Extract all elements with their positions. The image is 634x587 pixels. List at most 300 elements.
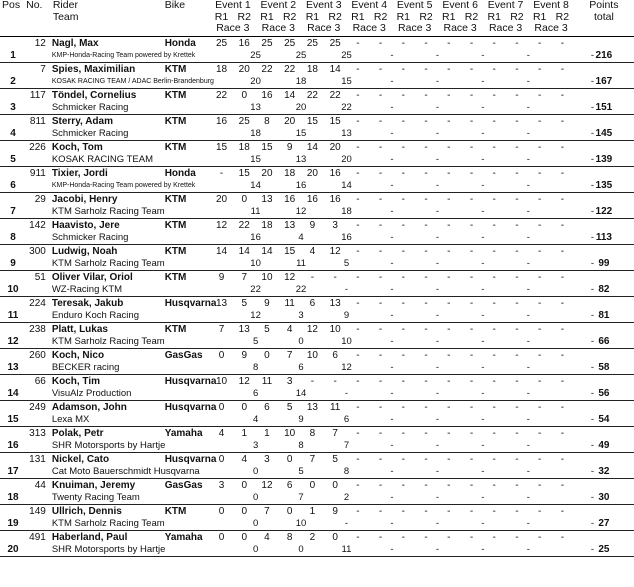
- points-total-cell: 25: [598, 544, 610, 555]
- table-row-team: [0, 232, 634, 245]
- race3-score-cell: -: [481, 466, 485, 477]
- points-total-cell: 58: [598, 362, 610, 373]
- r2-score-cell: 4: [286, 324, 293, 335]
- table-row-team: [0, 492, 634, 505]
- r1-score-cell: 14: [215, 246, 228, 257]
- r2-score-cell: 25: [284, 38, 296, 49]
- table-row-team: [0, 102, 634, 115]
- r2-score-cell: -: [378, 402, 383, 413]
- r1-score-cell: 25: [215, 38, 228, 49]
- table-row: [0, 427, 634, 441]
- race3-score-cell: 20: [341, 154, 352, 165]
- race3-score-cell: -: [481, 232, 485, 243]
- r1-score-cell: -: [538, 376, 542, 387]
- r2-score-cell: -: [333, 376, 337, 387]
- r1-score-cell: -: [538, 506, 542, 517]
- header-r1: R1: [305, 10, 320, 23]
- r1-score-cell: -: [492, 64, 496, 75]
- r1-score-cell: 13: [261, 194, 273, 205]
- r2-score-cell: -: [424, 324, 428, 335]
- race3-score-cell: -: [481, 128, 485, 139]
- r2-score-cell: 7: [286, 350, 293, 361]
- race3-score-cell: 11: [341, 544, 352, 555]
- race3-score-cell: -: [590, 76, 595, 87]
- r2-score-cell: 0: [286, 506, 293, 517]
- table-row-team: [0, 50, 634, 63]
- race3-score-cell: -: [590, 232, 595, 243]
- rider-name-cell: Teresak, Jakub: [51, 298, 124, 309]
- header-r1: R1: [442, 10, 456, 23]
- team-cell: Cat Moto Bauerschmidt Husqvarna: [51, 466, 200, 477]
- r2-score-cell: 14: [238, 246, 250, 257]
- header-rider: Rider: [52, 0, 78, 11]
- race3-score-cell: -: [481, 50, 485, 61]
- position-cell: 1: [10, 50, 16, 61]
- r1-score-cell: -: [492, 454, 496, 465]
- r1-score-cell: 5: [264, 324, 270, 335]
- r2-score-cell: -: [378, 428, 383, 439]
- r1-score-cell: -: [447, 324, 451, 335]
- bike-cell: KTM: [164, 272, 187, 283]
- r1-score-cell: -: [538, 298, 542, 309]
- race3-score-cell: 13: [295, 154, 307, 165]
- r2-score-cell: 0: [241, 480, 247, 491]
- team-cell: SHR Motorsports by Hartje: [51, 440, 166, 451]
- r1-score-cell: -: [401, 220, 405, 231]
- rider-name-cell: Spies, Maximilian: [51, 64, 136, 75]
- race3-score-cell: -: [390, 76, 394, 87]
- race3-score-cell: -: [526, 544, 530, 555]
- r2-score-cell: 12: [329, 246, 341, 257]
- spacer-cell: [26, 388, 49, 401]
- spacer-cell: [26, 544, 49, 557]
- bike-cell: KTM: [164, 324, 187, 335]
- r1-score-cell: -: [356, 38, 360, 49]
- rider-name-cell: Haavisto, Jere: [51, 220, 120, 231]
- points-total-cell: 81: [598, 310, 610, 321]
- race3-score-cell: 22: [250, 284, 261, 295]
- r1-score-cell: -: [219, 168, 224, 179]
- r2-score-cell: 14: [329, 64, 341, 75]
- race3-score-cell: -: [481, 388, 485, 399]
- r2-score-cell: -: [515, 532, 519, 543]
- r1-score-cell: 4: [309, 246, 316, 257]
- r1-score-cell: -: [538, 324, 542, 335]
- r1-score-cell: 4: [218, 428, 225, 439]
- spacer-cell: [26, 362, 49, 375]
- r2-score-cell: 5: [241, 298, 247, 309]
- header-race3: Race 3: [443, 22, 477, 34]
- r1-score-cell: -: [492, 168, 496, 179]
- race3-score-cell: -: [390, 50, 394, 61]
- rider-number-cell: 313: [29, 428, 46, 439]
- table-row: [0, 531, 634, 545]
- header-r2: R2: [464, 10, 479, 23]
- race3-score-cell: -: [344, 388, 349, 399]
- race3-score-cell: -: [390, 310, 394, 321]
- table-row: [0, 167, 634, 181]
- r2-score-cell: -: [469, 324, 474, 335]
- team-cell: WZ-Racing KTM: [51, 284, 123, 295]
- r2-score-cell: 22: [329, 90, 341, 101]
- r2-score-cell: -: [515, 246, 519, 257]
- r2-score-cell: 9: [332, 506, 338, 517]
- r1-score-cell: 3: [264, 454, 270, 465]
- r1-score-cell: -: [447, 454, 451, 465]
- r1-score-cell: -: [356, 376, 360, 387]
- r1-score-cell: -: [492, 506, 496, 517]
- r2-score-cell: -: [515, 454, 519, 465]
- r2-score-cell: -: [469, 116, 474, 127]
- points-total-cell: 122: [595, 206, 613, 217]
- race3-score-cell: 18: [250, 128, 261, 139]
- table-row: [0, 401, 634, 415]
- r1-score-cell: -: [356, 116, 360, 127]
- points-total-cell: 27: [598, 518, 610, 529]
- race3-score-cell: -: [390, 154, 394, 165]
- r1-score-cell: 0: [218, 454, 225, 465]
- r2-score-cell: 11: [284, 298, 295, 309]
- r2-score-cell: 9: [286, 142, 293, 153]
- position-cell: 10: [7, 284, 19, 295]
- r2-score-cell: -: [560, 376, 565, 387]
- rider-name-cell: Koch, Nico: [51, 350, 105, 361]
- r1-score-cell: -: [401, 38, 405, 49]
- r1-score-cell: -: [447, 402, 451, 413]
- table-row: [0, 193, 634, 207]
- race3-score-cell: -: [481, 414, 485, 425]
- race3-score-cell: -: [526, 414, 530, 425]
- header-race3: Race 3: [398, 22, 432, 34]
- r1-score-cell: 13: [306, 402, 318, 413]
- r2-score-cell: -: [515, 402, 519, 413]
- r2-score-cell: -: [424, 480, 428, 491]
- spacer-cell: [26, 232, 49, 245]
- r2-score-cell: -: [378, 64, 383, 75]
- r2-score-cell: 0: [241, 90, 247, 101]
- rider-number-cell: 260: [29, 350, 46, 361]
- r2-score-cell: -: [560, 220, 565, 231]
- race3-score-cell: -: [590, 388, 595, 399]
- header-total: total: [593, 10, 614, 23]
- position-cell: 17: [7, 466, 19, 477]
- position-cell: 3: [10, 102, 16, 113]
- r1-score-cell: -: [492, 90, 496, 101]
- points-total-cell: 135: [595, 180, 613, 191]
- spacer-cell: [26, 154, 49, 167]
- race3-score-cell: -: [435, 362, 439, 373]
- race3-score-cell: 20: [295, 102, 307, 113]
- r2-score-cell: -: [560, 402, 565, 413]
- r1-score-cell: -: [401, 298, 405, 309]
- race3-score-cell: -: [481, 518, 485, 529]
- team-cell: KMP-Honda-Racing Team powered by Krettek: [51, 182, 196, 189]
- r2-score-cell: -: [515, 272, 519, 283]
- r2-score-cell: -: [469, 64, 474, 75]
- table-row-team: [0, 284, 634, 297]
- race3-score-cell: -: [435, 102, 439, 113]
- r2-score-cell: -: [424, 532, 428, 543]
- race3-score-cell: -: [590, 102, 595, 113]
- race3-score-cell: -: [526, 76, 530, 87]
- r1-score-cell: -: [356, 220, 360, 231]
- r1-score-cell: 9: [309, 220, 316, 231]
- r2-score-cell: 7: [332, 428, 338, 439]
- r1-score-cell: -: [356, 194, 360, 205]
- r1-score-cell: -: [447, 220, 451, 231]
- position-cell: 18: [7, 492, 19, 503]
- race3-score-cell: 5: [343, 258, 350, 269]
- r1-score-cell: -: [538, 194, 542, 205]
- bike-cell: KTM: [164, 194, 187, 205]
- race3-score-cell: 6: [343, 414, 350, 425]
- r1-score-cell: 6: [264, 402, 270, 413]
- r2-score-cell: -: [378, 38, 383, 49]
- race3-score-cell: -: [390, 388, 394, 399]
- race3-score-cell: -: [526, 492, 530, 503]
- r2-score-cell: -: [515, 298, 519, 309]
- race3-score-cell: -: [526, 284, 530, 295]
- r1-score-cell: -: [401, 376, 405, 387]
- r1-score-cell: -: [538, 532, 542, 543]
- race3-score-cell: 16: [250, 232, 261, 243]
- r1-score-cell: 2: [309, 532, 316, 543]
- r2-score-cell: -: [469, 220, 474, 231]
- r1-score-cell: 1: [309, 506, 316, 517]
- r1-score-cell: 3: [218, 480, 225, 491]
- r1-score-cell: -: [492, 116, 496, 127]
- r1-score-cell: -: [356, 506, 360, 517]
- table-header: [0, 0, 634, 37]
- rider-name-cell: Koch, Tom: [51, 142, 103, 153]
- header-event: Event 1: [215, 0, 251, 11]
- r1-score-cell: -: [310, 272, 315, 283]
- r1-score-cell: -: [401, 246, 405, 257]
- r2-score-cell: 0: [241, 402, 247, 413]
- race3-score-cell: 18: [295, 76, 307, 87]
- race3-score-cell: -: [344, 518, 349, 529]
- r2-score-cell: 13: [238, 324, 250, 335]
- rider-name-cell: Töndel, Cornelius: [51, 90, 137, 101]
- r2-score-cell: -: [469, 480, 474, 491]
- race3-score-cell: 7: [343, 440, 350, 451]
- race3-score-cell: -: [435, 310, 439, 321]
- header-event: Event 5: [396, 0, 433, 11]
- r2-score-cell: -: [560, 116, 565, 127]
- r1-score-cell: 18: [306, 64, 318, 75]
- points-total-cell: 56: [598, 388, 610, 399]
- bike-cell: KTM: [164, 142, 187, 153]
- team-cell: Enduro Koch Racing: [51, 310, 139, 321]
- r1-score-cell: 13: [215, 298, 228, 309]
- race3-score-cell: 18: [341, 206, 352, 217]
- r2-score-cell: 16: [329, 194, 341, 205]
- race3-score-cell: -: [481, 102, 485, 113]
- race3-score-cell: -: [526, 362, 530, 373]
- points-total-cell: 113: [595, 232, 612, 243]
- race3-score-cell: -: [435, 284, 439, 295]
- rider-number-cell: 491: [29, 532, 46, 543]
- race3-score-cell: -: [590, 128, 595, 139]
- r2-score-cell: 18: [284, 168, 296, 179]
- r2-score-cell: -: [378, 194, 383, 205]
- r1-score-cell: 9: [218, 272, 225, 283]
- r2-score-cell: 25: [329, 38, 341, 49]
- points-total-cell: 145: [595, 128, 613, 139]
- bike-cell: KTM: [164, 220, 187, 231]
- spacer-cell: [26, 258, 49, 271]
- team-cell: KTM Sarholz Racing Team: [51, 206, 165, 217]
- position-cell: 5: [10, 154, 16, 165]
- r2-score-cell: 0: [332, 480, 338, 491]
- bike-cell: KTM: [164, 116, 187, 127]
- header-event: Event 3: [305, 0, 342, 11]
- race3-score-cell: -: [590, 310, 595, 321]
- header-r1: R1: [396, 10, 411, 23]
- spacer-cell: [26, 102, 49, 115]
- race3-score-cell: -: [590, 362, 595, 373]
- race3-score-cell: -: [435, 440, 439, 451]
- r1-score-cell: -: [401, 428, 405, 439]
- r2-score-cell: -: [424, 298, 428, 309]
- r2-score-cell: -: [424, 506, 428, 517]
- spacer-cell: [26, 50, 49, 63]
- r2-score-cell: -: [515, 350, 519, 361]
- r1-score-cell: 8: [309, 428, 316, 439]
- race3-score-cell: 10: [250, 258, 261, 269]
- r2-score-cell: -: [424, 194, 428, 205]
- r1-score-cell: -: [356, 168, 360, 179]
- race3-score-cell: -: [435, 206, 439, 217]
- position-cell: 20: [7, 544, 19, 555]
- spacer-cell: [26, 128, 49, 141]
- r1-score-cell: -: [538, 272, 542, 283]
- r2-score-cell: 22: [238, 220, 250, 231]
- bike-cell: Husqvarna: [164, 454, 217, 465]
- table-row-team: [0, 362, 634, 375]
- header-r2: R2: [419, 10, 433, 23]
- header-race3: Race 3: [352, 22, 386, 34]
- r2-score-cell: 4: [241, 454, 247, 465]
- r2-score-cell: -: [469, 142, 474, 153]
- r1-score-cell: -: [447, 194, 451, 205]
- team-cell: KTM Sarholz Racing Team: [51, 336, 165, 347]
- r1-score-cell: -: [447, 428, 451, 439]
- r2-score-cell: -: [424, 350, 428, 361]
- team-cell: VisuAlz Production: [51, 388, 132, 399]
- table-row-team: [0, 440, 634, 453]
- r1-score-cell: -: [401, 402, 405, 413]
- race3-score-cell: 14: [295, 388, 307, 399]
- header-r2: R2: [328, 10, 342, 23]
- r2-score-cell: -: [469, 272, 474, 283]
- header-race3: Race 3: [307, 22, 341, 34]
- race3-score-cell: 25: [341, 50, 352, 61]
- r2-score-cell: -: [424, 90, 428, 101]
- r1-score-cell: -: [447, 142, 451, 153]
- r2-score-cell: 0: [241, 194, 247, 205]
- header-r1: R1: [351, 10, 365, 23]
- table-row: [0, 453, 634, 467]
- race3-score-cell: -: [481, 492, 485, 503]
- r2-score-cell: -: [560, 272, 565, 283]
- race3-score-cell: -: [435, 232, 439, 243]
- r1-score-cell: 25: [261, 38, 273, 49]
- r2-score-cell: -: [469, 532, 474, 543]
- race3-score-cell: -: [481, 180, 485, 191]
- bike-cell: KTM: [164, 90, 187, 101]
- r2-score-cell: 16: [284, 194, 296, 205]
- position-cell: 16: [7, 440, 19, 451]
- race3-score-cell: -: [390, 102, 394, 113]
- r2-score-cell: 22: [284, 64, 296, 75]
- r1-score-cell: -: [401, 64, 405, 75]
- header-event: Event 4: [351, 0, 388, 11]
- r2-score-cell: 6: [332, 350, 338, 361]
- r2-score-cell: -: [469, 168, 474, 179]
- table-row-team: [0, 128, 634, 141]
- r2-score-cell: -: [560, 480, 565, 491]
- race3-score-cell: 0: [252, 544, 259, 555]
- r2-score-cell: -: [378, 480, 383, 491]
- r1-score-cell: 12: [215, 220, 228, 231]
- race3-score-cell: -: [481, 284, 485, 295]
- spacer-cell: [26, 284, 49, 297]
- bike-cell: Husqvarna: [164, 298, 217, 309]
- r2-score-cell: 15: [329, 116, 341, 127]
- table-row: [0, 271, 634, 285]
- team-cell: KTM Sarholz Racing Team: [51, 258, 165, 269]
- position-cell: 11: [7, 310, 19, 321]
- race3-score-cell: -: [390, 414, 394, 425]
- r1-score-cell: -: [538, 168, 542, 179]
- race3-score-cell: -: [526, 336, 530, 347]
- header-r1: R1: [487, 10, 501, 23]
- table-row: [0, 297, 634, 311]
- r2-score-cell: -: [515, 324, 519, 335]
- rider-number-cell: 149: [29, 506, 46, 517]
- race3-score-cell: 2: [343, 492, 350, 503]
- bike-cell: GasGas: [164, 480, 203, 491]
- r1-score-cell: -: [447, 350, 451, 361]
- r1-score-cell: 22: [215, 90, 228, 101]
- rider-number-cell: 224: [29, 298, 46, 309]
- r1-score-cell: -: [356, 454, 360, 465]
- race3-score-cell: 10: [295, 518, 307, 529]
- rider-number-cell: 238: [29, 324, 46, 335]
- race3-score-cell: -: [526, 310, 530, 321]
- r1-score-cell: 1: [264, 428, 270, 439]
- r2-score-cell: -: [560, 454, 565, 465]
- points-total-cell: 49: [598, 440, 610, 451]
- rider-name-cell: Knuiman, Jeremy: [51, 480, 136, 491]
- r2-score-cell: 0: [332, 532, 338, 543]
- race3-score-cell: -: [590, 258, 595, 269]
- r1-score-cell: -: [356, 142, 360, 153]
- r2-score-cell: 20: [238, 64, 250, 75]
- header-r1: R1: [260, 10, 274, 23]
- r1-score-cell: -: [447, 480, 451, 491]
- table-row: [0, 323, 634, 337]
- r2-score-cell: -: [560, 194, 565, 205]
- r1-score-cell: 15: [261, 142, 273, 153]
- race3-score-cell: -: [435, 414, 439, 425]
- race3-score-cell: -: [526, 258, 530, 269]
- header-no: No.: [26, 0, 43, 11]
- spacer-cell: [26, 310, 49, 323]
- r1-score-cell: -: [538, 480, 542, 491]
- r1-score-cell: 10: [261, 272, 273, 283]
